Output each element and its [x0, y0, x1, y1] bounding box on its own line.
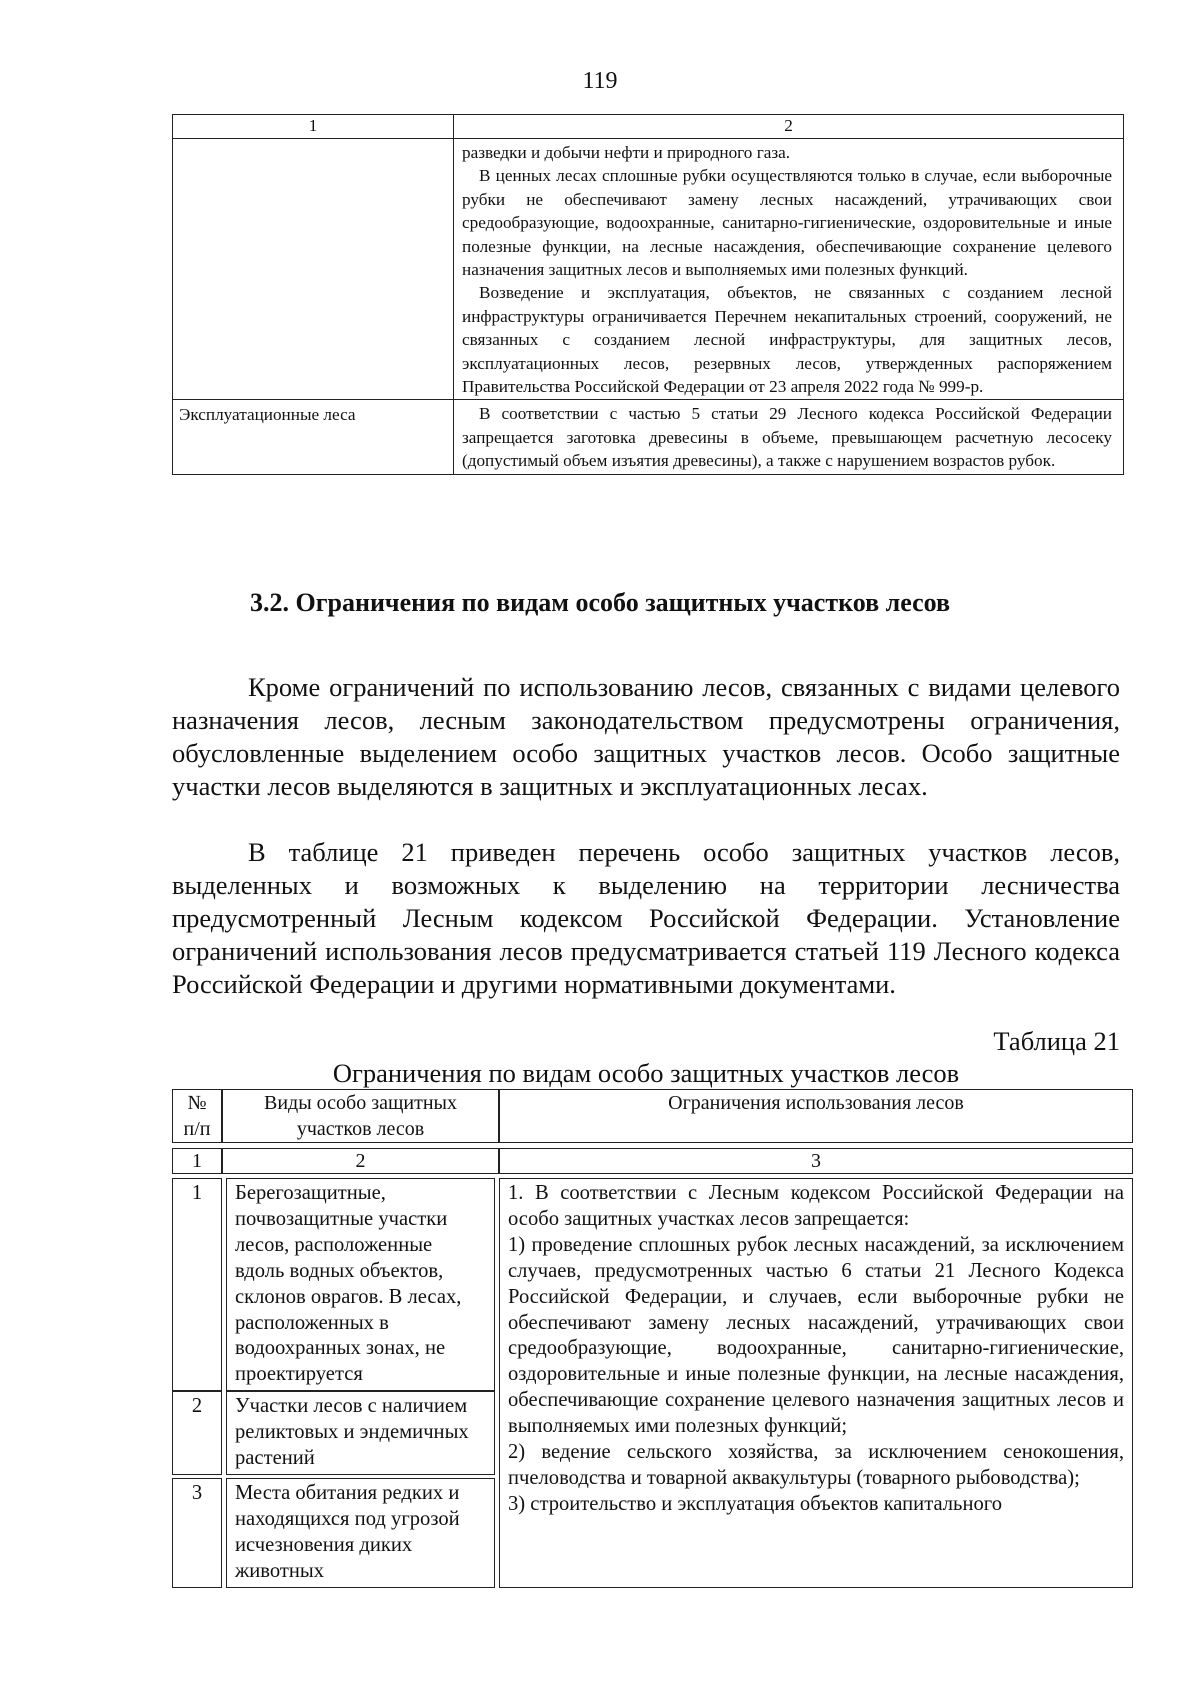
section-heading: 3.2. Ограничения по видам особо защитных участков лесов — [249, 588, 951, 617]
column-number-1: 1 — [172, 1148, 222, 1174]
row-number: 3 — [172, 1478, 222, 1588]
cell-paragraph: В соответствии с частью 5 статьи 29 Лесного кодекса Российской Федерации запрещается заготовка древесины в объеме, превышающем расчетную лесосеку (допустимый объем изъятия древесины), а также с нарушением возрастов рубок. — [462, 404, 1112, 471]
zone-type-cell: Берегозащитные, почвозащитные участки лесов, расположенные вдоль водных объектов, склонов оврагов. В лесах, расположенных в водоохранных зонах, не проектируется — [226, 1178, 495, 1391]
row-number: 2 — [172, 1391, 222, 1475]
table-row — [173, 139, 1124, 400]
body-paragraph: Кроме ограничений по использованию лесов, связанных с видами целевого назначения лесов, лесным законодательством предусмотрены ограничения, обусловленные выделением особо защитных участков лесов. Особо защитные участки лесов выделяются в защитных и эксплуатационных лесах. — [172, 672, 1120, 801]
header-num: № п/п — [172, 1089, 222, 1143]
restriction-paragraph: 3) строительство и эксплуатация объектов капитального — [508, 1492, 1002, 1515]
restriction-paragraph: 1) проведение сплошных рубок лесных насаждений, за исключением случаев, предусмотренных частью 6 статьи 21 Лесного Кодекса Российской Федерации, и случаев, если выборочные рубки не обеспечивают замену лесных насаждений, утрачивающих свои средообразующие, водоохранные, санитарно-гигиенические, оздоровительные и иные полезные функции, на лесные насаждения, обеспечивающие сохранение целевого назначения защитных лесов и выполняемых ими полезных функций; — [508, 1233, 1124, 1438]
column-number-1: 1 — [173, 115, 454, 139]
restriction-paragraph: 1. В соответствии с Лесным кодексом Российской Федерации на особо защитных участках лесов запрещается: — [508, 1182, 1124, 1230]
column-number-2: 2 — [222, 1148, 499, 1174]
restriction-cell — [454, 139, 1124, 400]
table-header-row — [172, 1089, 1133, 1143]
table-header-row — [173, 115, 1124, 139]
restriction-paragraph: 2) ведение сельского хозяйства, за исключением сенокошения, пчеловодства и товарной аквакультуры (товарного рыбоводства); — [508, 1441, 1124, 1489]
header-limits: Ограничения использования лесов — [499, 1089, 1133, 1143]
page-number: 119 — [582, 68, 618, 94]
body-paragraph: В таблице 21 приведен перечень особо защитных участков лесов, выделенных и возможных к выделению на территории лесничества предусмотренный Лесным кодексом Российской Федерации. Установление ограничений использования лесов предусматривается статьей 119 Лесного кодекса Российской Федерации и другими нормативными документами. — [172, 837, 1120, 999]
restriction-cell — [454, 400, 1124, 474]
cell-paragraph: разведки и добычи нефти и природного газа. — [462, 143, 791, 162]
row-number: 1 — [172, 1178, 222, 1391]
table-title: Ограничения по видам особо защитных участков лесов — [332, 1058, 960, 1088]
table-label: Таблица 21 — [993, 1026, 1120, 1056]
zone-type-cell: Места обитания редких и находящихся под угрозой исчезновения диких животных — [226, 1478, 495, 1588]
column-number-3: 3 — [499, 1148, 1133, 1174]
zone-type-cell: Участки лесов с наличием реликтовых и эндемичных растений — [226, 1391, 495, 1475]
table-21 — [172, 1089, 1133, 1588]
forest-category-cell: Эксплуатационные леса — [173, 400, 454, 474]
cell-paragraph: В ценных лесах сплошные рубки осуществляются только в случае, если выборочные рубки не обеспечивают замену лесных насаждений, утрачивающих свои средообразующие, водоохранные, санитарно-гигиенические, оздоровительные и иные полезные функции, на лесные насаждения, обеспечивающие сохранение целевого назначения защитных лесов и выполняемых ими полезных функций. — [462, 166, 1112, 280]
continuation-table — [172, 114, 1124, 475]
forest-category-cell — [173, 139, 454, 400]
header-types: Виды особо защитных участков лесов — [222, 1089, 499, 1143]
cell-paragraph: Возведение и эксплуатация, объектов, не связанных с созданием лесной инфраструктуры ограничивается Перечнем некапитальных строений, сооружений, не связанных с созданием лесной инфраструктуры, для защитных лесов, эксплуатационных лесов, резервных лесов, утвержденных распоряжением Правительства Российской Федерации от 23 апреля 2022 года № 999-р. — [462, 283, 1112, 397]
table-row — [173, 400, 1124, 474]
table-row — [172, 1178, 1133, 1391]
restrictions-cell — [499, 1178, 1133, 1588]
column-numbers-row — [172, 1148, 1133, 1174]
column-number-2: 2 — [454, 115, 1124, 139]
